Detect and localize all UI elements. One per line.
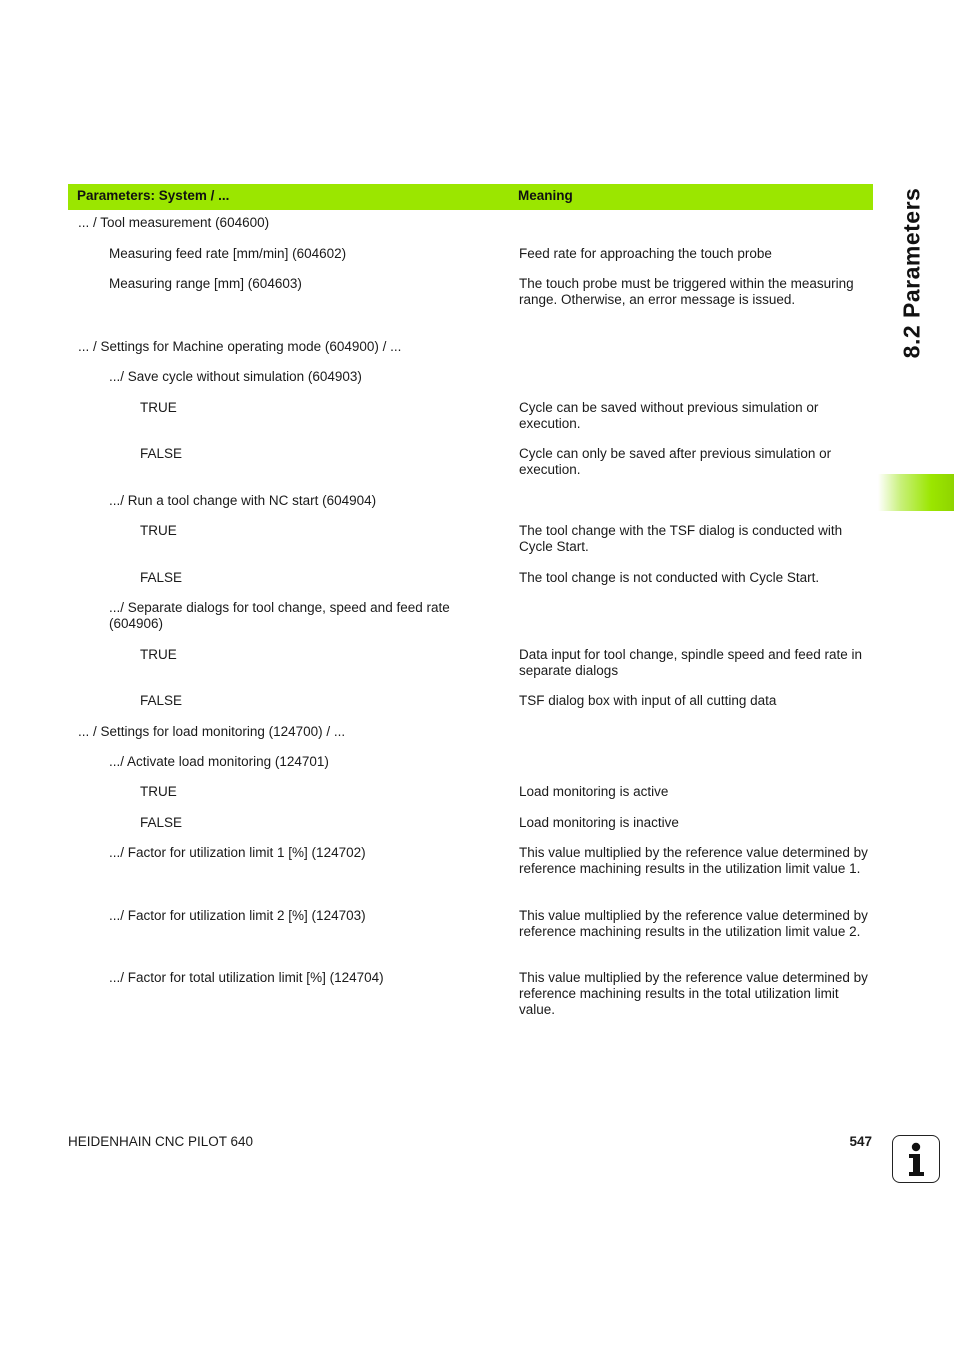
- param-measuring-range: Measuring range [mm] (604603): [109, 276, 302, 291]
- header-parameters: Parameters: System / ...: [77, 188, 230, 203]
- chapter-title-text: 8.2 Parameters: [898, 187, 925, 359]
- meaning-utilization-limit-2: This value multiplied by the reference value determined by reference machining results in the utilization limit value 2.: [519, 908, 868, 939]
- meaning-utilization-limit-1: This value multiplied by the reference value determined by reference machining results in the utilization limit value 1.: [519, 845, 868, 876]
- meaning-tool-change-true: The tool change with the TSF dialog is conducted with Cycle Start.: [519, 523, 843, 554]
- meaning-load-monitoring-true: Load monitoring is active: [519, 784, 669, 799]
- value-true: TRUE: [140, 784, 177, 799]
- meaning-total-utilization-limit: This value multiplied by the reference value determined by reference machining results in the total utilization limit value.: [519, 970, 868, 1017]
- meaning-separate-dialogs-true: Data input for tool change, spindle speed and feed rate in separate dialogs: [519, 647, 862, 678]
- param-group-tool-measurement: ... / Tool measurement (604600): [78, 215, 270, 230]
- param-group-load-monitoring: ... / Settings for load monitoring (124700) / ...: [78, 724, 346, 739]
- value-false: FALSE: [140, 693, 183, 708]
- param-utilization-limit-1: .../ Factor for utilization limit 1 [%] (124702): [109, 845, 366, 860]
- page-number: 547: [849, 1134, 872, 1149]
- meaning-save-cycle-true: Cycle can be saved without previous simulation or execution.: [519, 400, 819, 431]
- table-header: [68, 184, 873, 210]
- value-false: FALSE: [140, 570, 183, 585]
- value-false: FALSE: [140, 446, 183, 461]
- param-measuring-feed-rate: Measuring feed rate [mm/min] (604602): [109, 246, 347, 261]
- chapter-side-title: [896, 182, 928, 364]
- param-group-machine-mode: ... / Settings for Machine operating mode (604900) / ...: [78, 339, 402, 354]
- param-save-cycle: .../ Save cycle without simulation (604903): [109, 369, 362, 384]
- meaning-measuring-range: The touch probe must be triggered within the measuring range. Otherwise, an error message is issued.: [519, 276, 854, 307]
- footer-manual-title: HEIDENHAIN CNC PILOT 640: [68, 1134, 254, 1149]
- param-utilization-limit-2: .../ Factor for utilization limit 2 [%] (124703): [109, 908, 366, 923]
- meaning-save-cycle-false: Cycle can only be saved after previous simulation or execution.: [519, 446, 832, 477]
- meaning-separate-dialogs-false: TSF dialog box with input of all cutting data: [519, 693, 777, 708]
- header-meaning: Meaning: [518, 188, 573, 203]
- param-activate-load-monitoring: .../ Activate load monitoring (124701): [109, 754, 329, 769]
- value-false: FALSE: [140, 815, 183, 830]
- meaning-tool-change-false: The tool change is not conducted with Cycle Start.: [519, 570, 820, 585]
- info-icon: [892, 1135, 940, 1183]
- meaning-load-monitoring-false: Load monitoring is inactive: [519, 815, 679, 830]
- value-true: TRUE: [140, 523, 177, 538]
- value-true: TRUE: [140, 647, 177, 662]
- chapter-tab-marker: [878, 474, 954, 511]
- param-separate-dialogs: .../ Separate dialogs for tool change, speed and feed rate (604906): [109, 600, 450, 631]
- param-total-utilization-limit: .../ Factor for total utilization limit [%] (124704): [109, 970, 384, 985]
- value-true: TRUE: [140, 400, 177, 415]
- param-tool-change-nc-start: .../ Run a tool change with NC start (604904): [109, 493, 377, 508]
- meaning-measuring-feed-rate: Feed rate for approaching the touch probe: [519, 246, 772, 261]
